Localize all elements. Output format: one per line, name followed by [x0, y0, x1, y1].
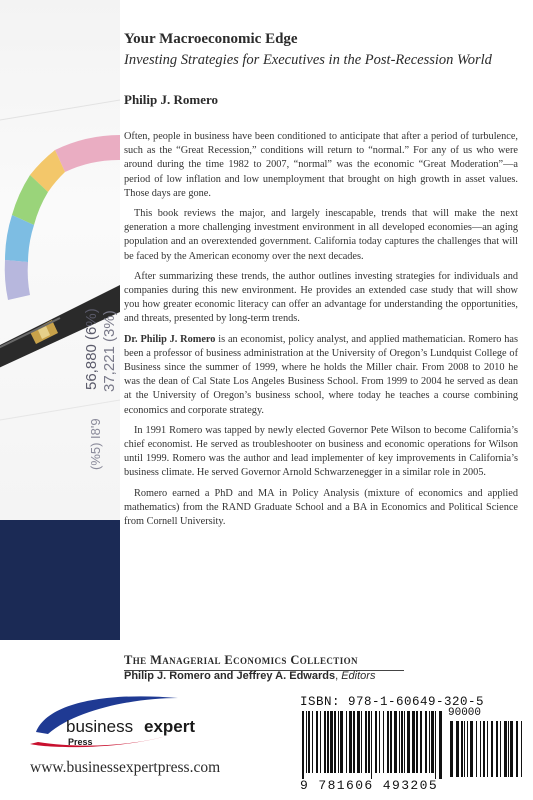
barcode-bar — [508, 721, 509, 777]
barcode-bar — [357, 711, 360, 773]
barcode-bar — [338, 711, 339, 773]
barcode-bar — [375, 711, 377, 773]
navy-accent-block — [0, 520, 120, 640]
barcode-bar — [483, 721, 485, 777]
barcode-bar — [368, 711, 370, 773]
photo-number: 56,880 (6%) — [83, 308, 100, 390]
barcode-bar — [334, 711, 336, 773]
chart-line — [0, 100, 120, 120]
barcode-bar — [394, 711, 397, 773]
barcode-bar — [510, 721, 513, 777]
logo-word-business: business — [66, 717, 134, 736]
bio-text: is an economist, policy analyst, and applied mathematician. Romero has been a professor of business administration at the University of Oregon’s Lundquist College of Business since the summer of 1999, where he holds the Miller chair. From 2008 to 2010 he was the dean of Cal State Los Angeles Business School. From 1999 to 2004 he served as dean at the University of Oregon’s business school, where today he teaches a course combining economics and corporate strategy. — [124, 333, 518, 416]
barcode-bar — [330, 711, 333, 773]
barcode-bar — [429, 711, 430, 773]
barcode-bar — [327, 711, 329, 773]
bio-paragraph: In 1991 Romero was tapped by newly elected Governor Pete Wilson to become California’s chief economist. He served as troubleshooter on business and economic operations for Wilson until 1999. Romero was the author and lead implementer of key improvements in California’s business climate. He served Governor Arnold Schwarzenegger in a similar role in 2005. — [124, 424, 518, 479]
barcode-bar — [496, 721, 498, 777]
barcode-bar — [456, 721, 459, 777]
barcode-bar — [324, 711, 326, 773]
pie-slice-pink — [55, 135, 120, 172]
barcode-bar — [450, 721, 453, 777]
barcode-bar — [404, 711, 405, 773]
collection-title: The Managerial Economics Collection — [124, 653, 404, 671]
barcode-bar — [516, 721, 518, 777]
pen-and-chart-photo — [0, 0, 120, 520]
barcode-bar — [467, 721, 468, 777]
barcode-bar — [487, 721, 488, 777]
barcode-bar — [439, 711, 442, 779]
barcode-bar — [407, 711, 410, 773]
barcode-bar — [346, 711, 347, 773]
barcode — [300, 711, 528, 779]
price-code: 90000 — [448, 707, 482, 719]
barcode-bar — [353, 711, 355, 773]
book-author: Philip J. Romero — [124, 92, 219, 107]
barcode-bar — [371, 711, 372, 779]
barcode-bar — [302, 711, 304, 779]
barcode-bar — [308, 711, 310, 773]
barcode-bar — [312, 711, 313, 773]
barcode-bar — [491, 721, 493, 777]
barcode-bar — [476, 721, 477, 777]
barcode-bar — [480, 721, 481, 777]
photo-number: 37,221 (3%) — [101, 310, 118, 392]
barcode-bar — [306, 711, 307, 773]
barcode-bar — [464, 721, 465, 777]
book-title: Your Macroeconomic Edge — [124, 31, 298, 47]
barcode-bar — [401, 711, 403, 773]
barcode-bar — [340, 711, 343, 773]
bio-name: Dr. Philip J. Romero — [124, 333, 216, 345]
barcode-bar — [504, 721, 507, 777]
chart-line — [0, 400, 120, 420]
barcode-bar — [500, 721, 501, 777]
publisher-logo — [28, 692, 238, 752]
logo-word-press: Press — [68, 737, 93, 747]
editor-role: Editors — [341, 670, 376, 682]
barcode-bar — [412, 711, 415, 773]
barcode-bar — [470, 721, 473, 777]
paragraph: This book reviews the major, and largely inescapable, trends that will make the next generation a more challenging investment environment in all developed economies—an aging population and an overextended government. California today captures the challenges that will be faced by the American economy over the next decades. — [124, 208, 518, 262]
barcode-bar — [399, 711, 400, 773]
barcode-bar — [320, 711, 321, 773]
barcode-bar — [316, 711, 318, 773]
barcode-bar — [521, 721, 522, 777]
barcode-bar — [420, 711, 422, 773]
photo-art — [0, 0, 120, 520]
barcode-bar — [390, 711, 392, 773]
isbn-label: ISBN: 978-1-60649-320-5 — [300, 695, 485, 709]
paragraph: Often, people in business have been conditioned to anticipate that after a period of turbulence, such as the “Great Recession,” conditions will return to “normal.” For any of us who were around during the time 1982 to 2007, “normal” was the economic “Great Moderation”—a period of low inflation and low unemployment that brought on high growth in asset values. Those days are gone. — [124, 131, 518, 199]
paragraph: After summarizing these trends, the author outlines investing strategies for individuals and companies during this new environment. He provides an extended case study that will show you how greater economic literacy can offer an advantage for understanding the opportunities, and threats, presented by long-term trends. — [124, 270, 518, 325]
barcode-bar — [425, 711, 427, 773]
book-subtitle: Investing Strategies for Executives in the Post-Recession World — [124, 52, 492, 68]
ean-number: 9 781606 493205 — [300, 778, 439, 793]
barcode-bar — [435, 711, 436, 779]
editor-names: Philip J. Romero and Jeffrey A. Edwards — [124, 670, 336, 682]
barcode-bar — [387, 711, 389, 773]
barcode-bar — [349, 711, 352, 773]
pie-slice-violet — [5, 260, 30, 300]
photo-number: (%5) I8'9 — [88, 418, 103, 470]
logo-word-expert: expert — [144, 717, 196, 736]
publisher-website: www.businessexpertpress.com — [30, 759, 221, 776]
bio-paragraph: Romero earned a PhD and MA in Policy Analysis (mixture of economics and applied mathematics) from the RAND Graduate School and a BA in Economics and Political Science from Cornell University. — [124, 487, 518, 528]
barcode-bar — [431, 711, 434, 773]
barcode-bar — [379, 711, 380, 773]
barcode-bar — [365, 711, 367, 773]
barcode-bar — [416, 711, 418, 773]
barcode-bar — [461, 721, 463, 777]
barcode-bar — [361, 711, 362, 773]
description-text — [124, 130, 518, 535]
barcode-bar — [383, 711, 384, 773]
collection-editors: Philip J. Romero and Jeffrey A. Edwards, Editors — [124, 670, 376, 682]
publisher-logo-art — [28, 692, 238, 752]
bio-paragraph — [124, 333, 518, 418]
